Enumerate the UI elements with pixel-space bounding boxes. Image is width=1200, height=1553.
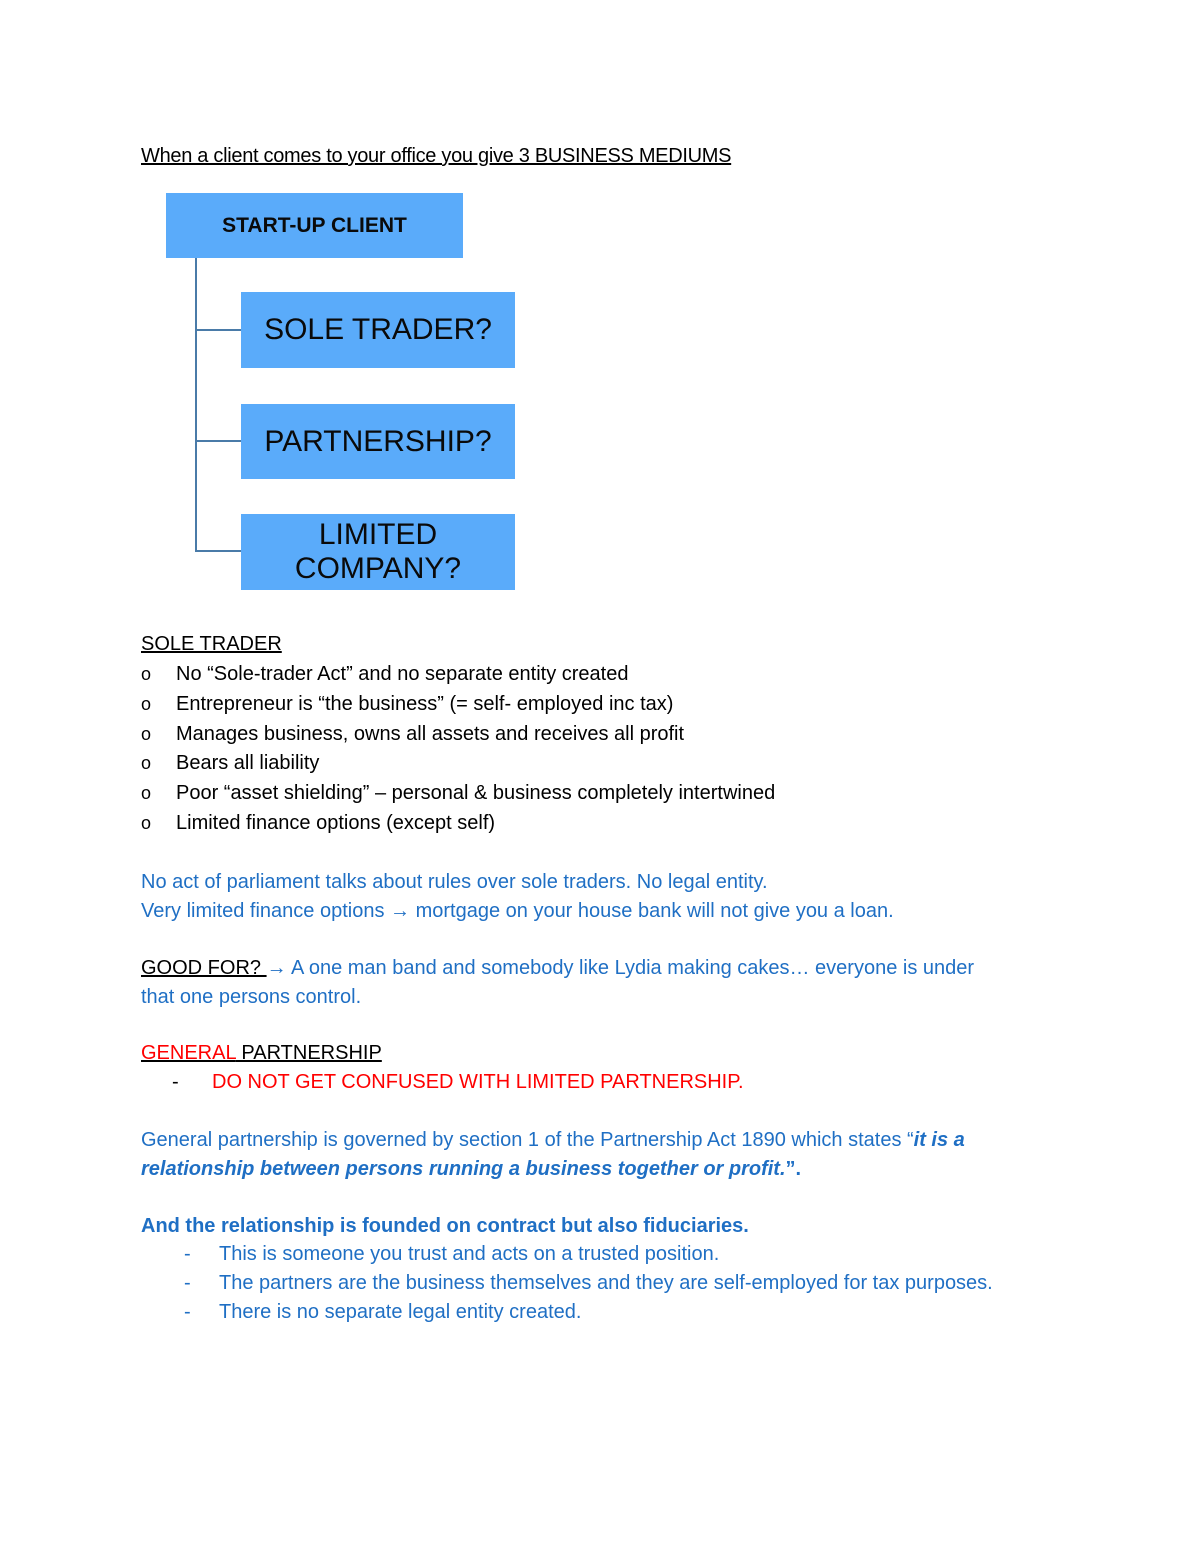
sole-trader-bullets — [141, 660, 775, 839]
dash-mark: - — [172, 1071, 179, 1093]
note-line — [141, 897, 894, 926]
governance-line — [141, 1126, 965, 1155]
governance-quote: relationship between persons running a business together or profit. — [141, 1157, 786, 1180]
point-text: There is no separate legal entity created. — [219, 1301, 582, 1323]
diagram-connector-sole — [195, 329, 241, 331]
note-text: mortgage on your house bank will not give you a loan. — [410, 899, 894, 922]
list-item — [141, 690, 775, 720]
list-item — [141, 720, 775, 750]
diagram-box-sole-trader — [241, 292, 515, 368]
governance-text: ”. — [785, 1157, 802, 1180]
diagram-connector-partnership — [195, 440, 241, 442]
list-item — [141, 749, 775, 779]
list-item — [184, 1240, 993, 1269]
good-for-text: A one man band and somebody like Lydia making cakes… everyone is under — [286, 957, 975, 979]
diagram-root-box — [166, 193, 463, 258]
bullet-text: No “Sole-trader Act” and no separate entity created — [176, 663, 629, 685]
good-for-line: that one persons control. — [141, 985, 362, 1008]
diagram-box-limited-company — [241, 514, 515, 590]
list-item — [141, 809, 775, 839]
bullet-text: Entrepreneur is “the business” (= self- employed inc tax) — [176, 692, 674, 715]
diagram-root-label: START-UP CLIENT — [222, 213, 407, 237]
sole-trader-title: SOLE TRADER — [141, 633, 282, 655]
good-for-label: GOOD FOR? — [141, 957, 267, 979]
page-heading: When a client comes to your office you give 3 BUSINESS MEDIUMS — [141, 145, 732, 167]
bullet-text: Poor “asset shielding” – personal & business completely intertwined — [176, 782, 776, 805]
arrow-icon: → — [390, 899, 411, 922]
list-item — [141, 660, 775, 690]
governance-quote: it is a — [913, 1129, 965, 1151]
point-text: This is someone you trust and acts on a trusted position. — [219, 1243, 720, 1265]
arrow-icon: → — [266, 957, 287, 979]
diagram-box-label-line: LIMITED — [318, 518, 438, 551]
list-item — [184, 1298, 993, 1327]
note-text: Very limited finance options — [141, 899, 391, 922]
governance-text: General partnership is governed by section 1 of the Partnership Act 1890 which states “ — [141, 1129, 914, 1151]
bullet-text: Manages business, owns all assets and receives all profit — [176, 722, 685, 745]
good-for-paragraph — [141, 954, 974, 1011]
bullet-mark: o — [141, 753, 152, 774]
bullet-text: Limited finance options (except self) — [176, 811, 496, 834]
relationship-title: And the relationship is founded on contract but also fiduciaries. — [141, 1215, 749, 1237]
note-line: No act of parliament talks about rules over sole traders. No legal entity. — [141, 871, 768, 893]
bullet-mark: o — [141, 783, 152, 804]
bullet-mark: o — [141, 664, 152, 684]
bullet-mark: o — [141, 693, 152, 714]
diagram-box-partnership — [241, 404, 515, 479]
dash-mark: - — [184, 1301, 191, 1323]
diagram-box-label: SOLE TRADER? — [264, 313, 492, 346]
diagram-box-label-line: COMPANY? — [294, 552, 462, 585]
partnership-points — [184, 1240, 993, 1327]
partnership-governance — [141, 1126, 965, 1183]
diagram-connector-limited — [195, 550, 241, 552]
partnership-title-general: GENERAL — [141, 1042, 236, 1064]
bullet-mark: o — [141, 812, 152, 833]
list-item — [141, 779, 775, 809]
point-text: The partners are the business themselves and they are self-employed for tax purposes. — [219, 1272, 993, 1294]
warning-text: DO NOT GET CONFUSED WITH LIMITED PARTNERSHIP. — [212, 1071, 744, 1093]
diagram-box-label — [295, 518, 461, 586]
governance-line — [141, 1155, 965, 1184]
sole-trader-note — [141, 868, 894, 925]
diagram-box-label: PARTNERSHIP? — [264, 424, 492, 458]
bullet-text: Bears all liability — [176, 752, 320, 775]
dash-mark: - — [184, 1272, 191, 1294]
partnership-title — [141, 1040, 382, 1066]
list-item — [184, 1269, 993, 1298]
dash-mark: - — [184, 1243, 191, 1265]
partnership-warning — [172, 1068, 744, 1097]
bullet-mark: o — [141, 723, 152, 744]
partnership-title-rest: PARTNERSHIP — [235, 1042, 382, 1064]
diagram-connector-vertical — [195, 258, 197, 551]
good-for-line — [141, 954, 974, 983]
